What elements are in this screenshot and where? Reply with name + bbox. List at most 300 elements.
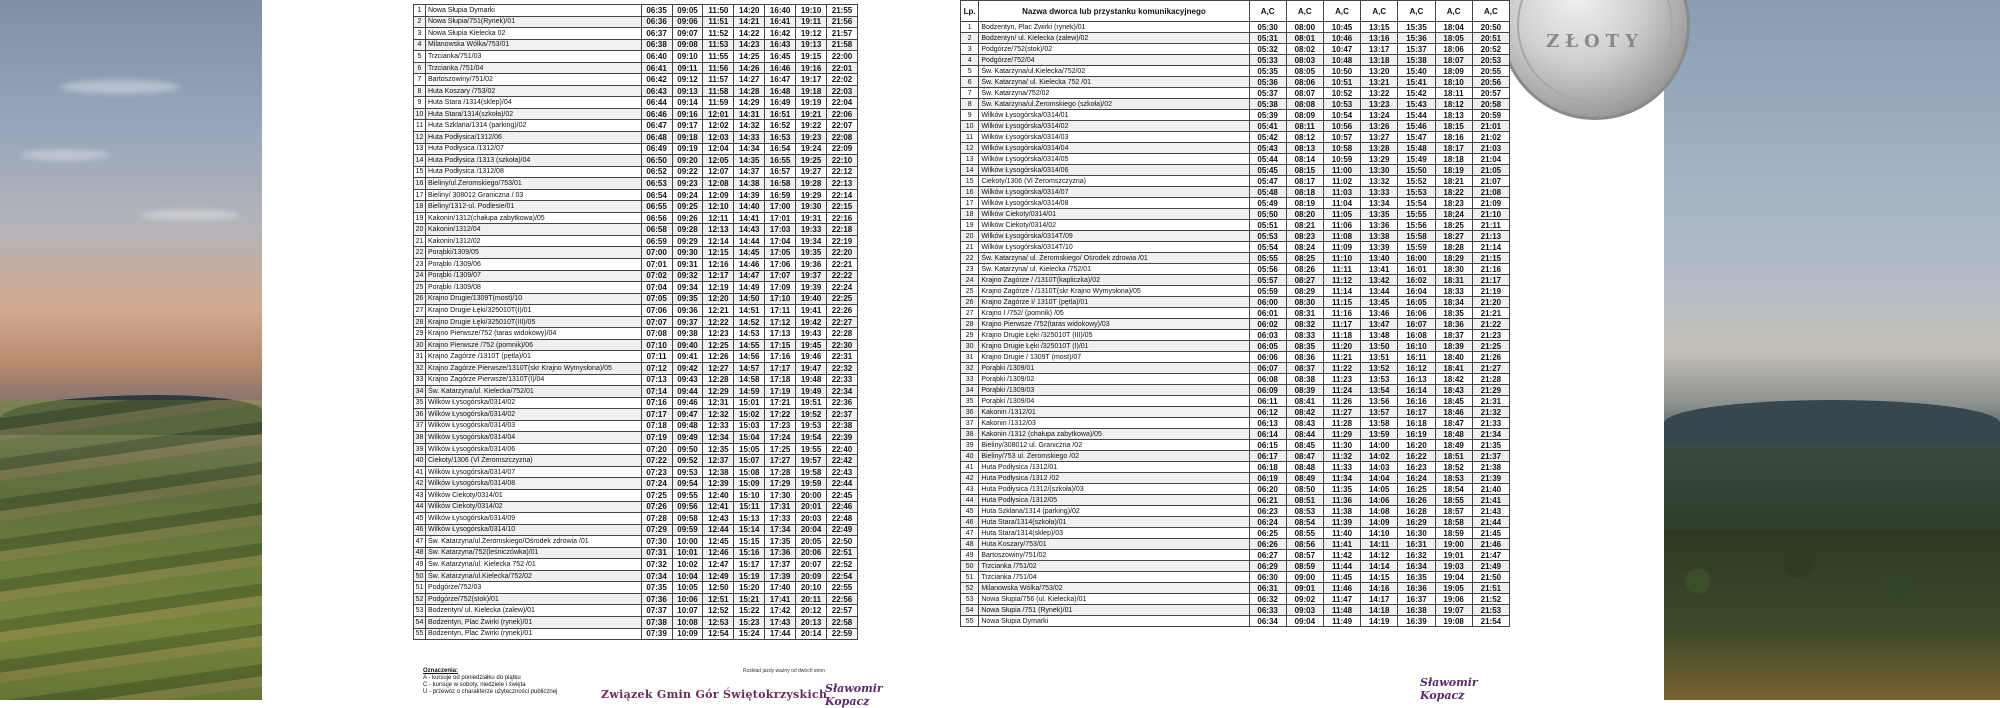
departure-time: 12:07 bbox=[703, 166, 734, 178]
stop-name: Św. Katarzyna/ul.Żeromskiego/Ośrodek zdrowia /01 bbox=[425, 536, 641, 548]
departure-time: 11:00 bbox=[1323, 165, 1360, 176]
departure-time: 12:31 bbox=[703, 397, 734, 409]
footnote: Rozkład jazdy ważny od dwóch stron bbox=[743, 668, 825, 674]
departure-time: 06:33 bbox=[1249, 605, 1286, 616]
row-number: 15 bbox=[961, 176, 979, 187]
departure-time: 22:27 bbox=[827, 316, 858, 328]
departure-time: 14:55 bbox=[734, 339, 765, 351]
table-row bbox=[961, 605, 1510, 616]
departure-time: 05:36 bbox=[1249, 77, 1286, 88]
departure-time: 08:17 bbox=[1286, 176, 1323, 187]
departure-time: 06:27 bbox=[1249, 550, 1286, 561]
departure-time: 12:39 bbox=[703, 478, 734, 490]
table-row bbox=[414, 628, 858, 640]
departure-time: 05:51 bbox=[1249, 220, 1286, 231]
departure-time: 16:47 bbox=[765, 74, 796, 86]
departure-time: 17:27 bbox=[765, 455, 796, 467]
row-number: 49 bbox=[961, 550, 979, 561]
departure-time: 15:50 bbox=[1398, 165, 1435, 176]
departure-time: 22:42 bbox=[827, 455, 858, 467]
table-row bbox=[961, 165, 1510, 176]
coin-text: ZŁOTY bbox=[1546, 31, 1644, 52]
departure-time: 06:44 bbox=[641, 97, 672, 109]
departure-time: 14:40 bbox=[734, 201, 765, 213]
table-row bbox=[961, 132, 1510, 143]
departure-time: 14:14 bbox=[1361, 561, 1398, 572]
departure-time: 17:05 bbox=[765, 247, 796, 259]
departure-time: 10:57 bbox=[1323, 132, 1360, 143]
departure-time: 10:07 bbox=[672, 605, 703, 617]
header-code: A,C bbox=[1472, 1, 1509, 22]
departure-time: 18:59 bbox=[1435, 528, 1472, 539]
stop-name: Wilków Łysogórska/0314/01 bbox=[979, 110, 1249, 121]
departure-time: 17:06 bbox=[765, 259, 796, 271]
departure-time: 06:06 bbox=[1249, 352, 1286, 363]
departure-time: 22:01 bbox=[827, 62, 858, 74]
stop-name: Nowa Słupia Dymarki bbox=[979, 616, 1249, 627]
table-row bbox=[414, 282, 858, 294]
departure-time: 08:54 bbox=[1286, 517, 1323, 528]
departure-time: 21:28 bbox=[1472, 374, 1509, 385]
departure-time: 21:10 bbox=[1472, 209, 1509, 220]
table-row bbox=[961, 506, 1510, 517]
table-row bbox=[961, 297, 1510, 308]
departure-time: 07:31 bbox=[641, 547, 672, 559]
departure-time: 19:13 bbox=[796, 39, 827, 51]
stop-name: Huta Podłysica /1313 (szkoła)/04 bbox=[425, 155, 641, 167]
row-number: 18 bbox=[961, 209, 979, 220]
departure-time: 05:55 bbox=[1249, 253, 1286, 264]
row-number: 31 bbox=[961, 352, 979, 363]
stop-name: Kakonin/1312(chałupa zabytkowa)/05 bbox=[425, 212, 641, 224]
departure-time: 11:35 bbox=[1323, 484, 1360, 495]
departure-time: 22:51 bbox=[827, 547, 858, 559]
departure-time: 12:29 bbox=[703, 386, 734, 398]
departure-time: 10:05 bbox=[672, 582, 703, 594]
departure-time: 18:23 bbox=[1435, 198, 1472, 209]
departure-time: 14:03 bbox=[1361, 462, 1398, 473]
table-row bbox=[961, 429, 1510, 440]
table-row bbox=[414, 155, 858, 167]
departure-time: 19:55 bbox=[796, 443, 827, 455]
departure-time: 20:05 bbox=[796, 536, 827, 548]
departure-time: 11:16 bbox=[1323, 308, 1360, 319]
departure-time: 16:36 bbox=[1398, 583, 1435, 594]
departure-time: 11:15 bbox=[1323, 297, 1360, 308]
departure-time: 12:26 bbox=[703, 351, 734, 363]
table-row bbox=[414, 97, 858, 109]
departure-time: 13:17 bbox=[1361, 44, 1398, 55]
departure-time: 18:55 bbox=[1435, 495, 1472, 506]
departure-time: 16:16 bbox=[1398, 396, 1435, 407]
departure-time: 19:01 bbox=[1435, 550, 1472, 561]
row-number: 44 bbox=[961, 495, 979, 506]
departure-time: 09:34 bbox=[672, 282, 703, 294]
row-number: 46 bbox=[414, 524, 426, 536]
departure-time: 06:50 bbox=[641, 155, 672, 167]
departure-time: 22:33 bbox=[827, 374, 858, 386]
departure-time: 15:14 bbox=[734, 524, 765, 536]
table-row bbox=[961, 44, 1510, 55]
departure-time: 10:59 bbox=[1323, 154, 1360, 165]
departure-time: 16:42 bbox=[765, 28, 796, 40]
departure-time: 09:26 bbox=[672, 212, 703, 224]
departure-time: 12:38 bbox=[703, 466, 734, 478]
departure-time: 18:39 bbox=[1435, 341, 1472, 352]
departure-time: 13:56 bbox=[1361, 396, 1398, 407]
departure-time: 12:33 bbox=[703, 420, 734, 432]
table-row bbox=[961, 495, 1510, 506]
departure-time: 06:49 bbox=[641, 143, 672, 155]
stop-name: Nowa Słupia/756 (ul. Kielecka)/01 bbox=[979, 594, 1249, 605]
stop-name: Kakonin /1312/01 bbox=[979, 407, 1249, 418]
departure-time: 22:37 bbox=[827, 409, 858, 421]
departure-time: 06:23 bbox=[1249, 506, 1286, 517]
departure-time: 15:59 bbox=[1398, 242, 1435, 253]
header-code: A,C bbox=[1361, 1, 1398, 22]
stop-name: Porąbki /1309/08 bbox=[425, 282, 641, 294]
departure-time: 21:46 bbox=[1472, 539, 1509, 550]
header-code: A,C bbox=[1398, 1, 1435, 22]
row-number: 30 bbox=[414, 339, 426, 351]
departure-time: 08:05 bbox=[1286, 66, 1323, 77]
stop-name: Huta Podłysica /1312/05 bbox=[979, 495, 1249, 506]
legend-title: Oznaczenia: bbox=[423, 668, 459, 674]
stop-name: Nowa Słupia/751(Rynek)/01 bbox=[425, 16, 641, 28]
departure-time: 11:50 bbox=[703, 5, 734, 17]
departure-time: 10:04 bbox=[672, 570, 703, 582]
stop-name: Porąbki/1309/05 bbox=[425, 247, 641, 259]
departure-time: 12:14 bbox=[703, 235, 734, 247]
stop-name: Krajno Drugie Łęki /325010T (III)/05 bbox=[979, 330, 1249, 341]
table-row bbox=[961, 187, 1510, 198]
departure-time: 15:22 bbox=[734, 605, 765, 617]
departure-time: 08:33 bbox=[1286, 330, 1323, 341]
departure-time: 18:04 bbox=[1435, 22, 1472, 33]
departure-time: 11:52 bbox=[703, 28, 734, 40]
departure-time: 13:50 bbox=[1361, 341, 1398, 352]
departure-time: 22:57 bbox=[827, 605, 858, 617]
departure-time: 15:42 bbox=[1398, 88, 1435, 99]
departure-time: 07:34 bbox=[641, 570, 672, 582]
stop-name: Wilków Łysogórska/0314/08 bbox=[425, 478, 641, 490]
row-number: 44 bbox=[414, 501, 426, 513]
departure-time: 12:28 bbox=[703, 374, 734, 386]
stop-name: Św. Katarzyna/ ul. Kielecka /752/01 bbox=[979, 264, 1249, 275]
stop-name: Trzcianka /751/04 bbox=[425, 62, 641, 74]
departure-time: 13:22 bbox=[1361, 88, 1398, 99]
departure-time: 14:18 bbox=[1361, 605, 1398, 616]
departure-time: 11:10 bbox=[1323, 253, 1360, 264]
row-number: 2 bbox=[414, 16, 426, 28]
departure-time: 10:09 bbox=[672, 628, 703, 640]
departure-time: 16:38 bbox=[1398, 605, 1435, 616]
departure-time: 14:27 bbox=[734, 74, 765, 86]
table-row bbox=[961, 539, 1510, 550]
table-row bbox=[414, 5, 858, 17]
departure-time: 13:42 bbox=[1361, 275, 1398, 286]
departure-time: 14:10 bbox=[1361, 528, 1398, 539]
departure-time: 15:58 bbox=[1398, 231, 1435, 242]
departure-time: 08:18 bbox=[1286, 187, 1323, 198]
departure-time: 14:11 bbox=[1361, 539, 1398, 550]
departure-time: 12:47 bbox=[703, 559, 734, 571]
departure-time: 20:52 bbox=[1472, 44, 1509, 55]
row-number: 27 bbox=[414, 305, 426, 317]
row-number: 29 bbox=[961, 330, 979, 341]
departure-time: 08:12 bbox=[1286, 132, 1323, 143]
departure-time: 21:34 bbox=[1472, 429, 1509, 440]
departure-time: 14:15 bbox=[1361, 572, 1398, 583]
table-row bbox=[414, 478, 858, 490]
departure-time: 19:21 bbox=[796, 108, 827, 120]
departure-time: 08:42 bbox=[1286, 407, 1323, 418]
departure-time: 16:10 bbox=[1398, 341, 1435, 352]
departure-time: 07:29 bbox=[641, 524, 672, 536]
timetable-right bbox=[960, 0, 1510, 627]
stop-name: Bartoszowiny/751/02 bbox=[425, 74, 641, 86]
departure-time: 21:53 bbox=[1472, 605, 1509, 616]
departure-time: 12:41 bbox=[703, 501, 734, 513]
departure-time: 22:19 bbox=[827, 235, 858, 247]
departure-time: 09:05 bbox=[672, 5, 703, 17]
departure-time: 06:36 bbox=[641, 16, 672, 28]
departure-time: 21:38 bbox=[1472, 462, 1509, 473]
departure-time: 08:24 bbox=[1286, 242, 1323, 253]
stop-name: Krajno Drugie / 1309T (most)/07 bbox=[979, 352, 1249, 363]
departure-time: 16:43 bbox=[765, 39, 796, 51]
stop-name: Bieliny/1312-ul. Podlesie/01 bbox=[425, 201, 641, 213]
departure-time: 06:07 bbox=[1249, 363, 1286, 374]
departure-time: 22:50 bbox=[827, 536, 858, 548]
departure-time: 09:36 bbox=[672, 305, 703, 317]
header-code: A,C bbox=[1286, 1, 1323, 22]
departure-time: 11:27 bbox=[1323, 407, 1360, 418]
departure-time: 08:48 bbox=[1286, 462, 1323, 473]
row-number: 48 bbox=[414, 547, 426, 559]
row-number: 50 bbox=[961, 561, 979, 572]
departure-time: 12:23 bbox=[703, 328, 734, 340]
departure-time: 15:40 bbox=[1398, 66, 1435, 77]
departure-time: 07:22 bbox=[641, 455, 672, 467]
departure-time: 15:35 bbox=[1398, 22, 1435, 33]
departure-time: 07:06 bbox=[641, 305, 672, 317]
table-row bbox=[961, 88, 1510, 99]
table-row bbox=[961, 319, 1510, 330]
row-number: 28 bbox=[414, 316, 426, 328]
departure-time: 09:19 bbox=[672, 143, 703, 155]
departure-time: 09:29 bbox=[672, 235, 703, 247]
departure-time: 20:57 bbox=[1472, 88, 1509, 99]
table-row bbox=[961, 385, 1510, 396]
departure-time: 11:21 bbox=[1323, 352, 1360, 363]
stop-name: Porąbki /1309/03 bbox=[979, 385, 1249, 396]
departure-time: 11:29 bbox=[1323, 429, 1360, 440]
departure-time: 09:47 bbox=[672, 409, 703, 421]
departure-time: 14:26 bbox=[734, 62, 765, 74]
stop-name: Huta Stara /1314(sklep)/04 bbox=[425, 97, 641, 109]
stop-name: Św. Katarzyna/ul.Żeromskiego (szkoła)/02 bbox=[979, 99, 1249, 110]
departure-time: 11:59 bbox=[703, 97, 734, 109]
departure-time: 06:40 bbox=[641, 51, 672, 63]
departure-time: 06:42 bbox=[641, 74, 672, 86]
departure-time: 16:48 bbox=[765, 85, 796, 97]
departure-time: 19:49 bbox=[796, 386, 827, 398]
departure-time: 16:46 bbox=[765, 62, 796, 74]
row-number: 5 bbox=[414, 51, 426, 63]
departure-time: 06:26 bbox=[1249, 539, 1286, 550]
departure-time: 21:08 bbox=[1472, 187, 1509, 198]
stop-name: Huta Stara/1314(sklep)/03 bbox=[979, 528, 1249, 539]
departure-time: 14:28 bbox=[734, 85, 765, 97]
stop-name: Krajno Drugie Łęki/325010T(III)/05 bbox=[425, 316, 641, 328]
row-number: 13 bbox=[414, 143, 426, 155]
departure-time: 19:19 bbox=[796, 97, 827, 109]
departure-time: 18:28 bbox=[1435, 242, 1472, 253]
landscape-photo-right bbox=[1664, 0, 2000, 700]
departure-time: 19:25 bbox=[796, 155, 827, 167]
departure-time: 21:02 bbox=[1472, 132, 1509, 143]
header-code: A,C bbox=[1323, 1, 1360, 22]
departure-time: 16:29 bbox=[1398, 517, 1435, 528]
departure-time: 18:19 bbox=[1435, 165, 1472, 176]
departure-time: 14:57 bbox=[734, 362, 765, 374]
departure-time: 18:30 bbox=[1435, 264, 1472, 275]
departure-time: 22:24 bbox=[827, 282, 858, 294]
departure-time: 20:59 bbox=[1472, 110, 1509, 121]
departure-time: 19:54 bbox=[796, 432, 827, 444]
row-number: 5 bbox=[961, 66, 979, 77]
table-row bbox=[414, 432, 858, 444]
departure-time: 09:23 bbox=[672, 178, 703, 190]
table-row bbox=[961, 616, 1510, 627]
stop-name: Huta Szklana/1314 (parking)/02 bbox=[979, 506, 1249, 517]
departure-time: 13:24 bbox=[1361, 110, 1398, 121]
departure-time: 22:49 bbox=[827, 524, 858, 536]
row-number: 34 bbox=[961, 385, 979, 396]
departure-time: 21:33 bbox=[1472, 418, 1509, 429]
stop-name: Huta Stara/1314(szkoła)/02 bbox=[425, 108, 641, 120]
departure-time: 21:56 bbox=[827, 16, 858, 28]
departure-time: 12:34 bbox=[703, 432, 734, 444]
departure-time: 21:27 bbox=[1472, 363, 1509, 374]
table-row bbox=[414, 328, 858, 340]
departure-time: 22:18 bbox=[827, 224, 858, 236]
departure-time: 16:12 bbox=[1398, 363, 1435, 374]
departure-time: 22:34 bbox=[827, 386, 858, 398]
departure-time: 13:44 bbox=[1361, 286, 1398, 297]
departure-time: 12:40 bbox=[703, 489, 734, 501]
departure-time: 19:10 bbox=[796, 5, 827, 17]
departure-time: 07:01 bbox=[641, 259, 672, 271]
departure-time: 16:04 bbox=[1398, 286, 1435, 297]
table-row bbox=[961, 198, 1510, 209]
row-number: 55 bbox=[414, 628, 426, 640]
stop-name: Wilków Ciekoty/0314/01 bbox=[425, 489, 641, 501]
departure-time: 06:18 bbox=[1249, 462, 1286, 473]
departure-time: 21:22 bbox=[1472, 319, 1509, 330]
departure-time: 12:04 bbox=[703, 143, 734, 155]
departure-time: 07:25 bbox=[641, 489, 672, 501]
departure-time: 17:25 bbox=[765, 443, 796, 455]
departure-time: 09:42 bbox=[672, 362, 703, 374]
table-row bbox=[414, 536, 858, 548]
stop-name: Św. Katarzyna/ul. Kielecka 752 /01 bbox=[425, 559, 641, 571]
departure-time: 15:55 bbox=[1398, 209, 1435, 220]
table-row bbox=[961, 55, 1510, 66]
table-row bbox=[414, 201, 858, 213]
table-row bbox=[414, 616, 858, 628]
departure-time: 18:48 bbox=[1435, 429, 1472, 440]
row-number: 7 bbox=[414, 74, 426, 86]
departure-time: 22:16 bbox=[827, 212, 858, 224]
departure-time: 16:59 bbox=[765, 189, 796, 201]
departure-time: 06:11 bbox=[1249, 396, 1286, 407]
table-row bbox=[961, 231, 1510, 242]
stop-name: Milanowska Wólka/753/01 bbox=[425, 39, 641, 51]
departure-time: 16:53 bbox=[765, 132, 796, 144]
departure-time: 12:37 bbox=[703, 455, 734, 467]
table-row bbox=[414, 293, 858, 305]
row-number: 1 bbox=[961, 22, 979, 33]
row-number: 16 bbox=[961, 187, 979, 198]
departure-time: 07:39 bbox=[641, 628, 672, 640]
stop-name: Św. Katarzyna/ul. Kielecka/752/01 bbox=[425, 386, 641, 398]
departure-time: 16:28 bbox=[1398, 506, 1435, 517]
departure-time: 18:41 bbox=[1435, 363, 1472, 374]
departure-time: 22:38 bbox=[827, 420, 858, 432]
departure-time: 21:09 bbox=[1472, 198, 1509, 209]
departure-time: 14:17 bbox=[1361, 594, 1398, 605]
row-number: 10 bbox=[961, 121, 979, 132]
departure-time: 19:05 bbox=[1435, 583, 1472, 594]
departure-time: 16:11 bbox=[1398, 352, 1435, 363]
timetable-right-panel bbox=[960, 0, 1510, 700]
row-number: 43 bbox=[961, 484, 979, 495]
departure-time: 17:43 bbox=[765, 616, 796, 628]
departure-time: 09:17 bbox=[672, 120, 703, 132]
stop-name: Porąbki /1309/01 bbox=[979, 363, 1249, 374]
row-number: 48 bbox=[961, 539, 979, 550]
stop-name: Trzcianka /751/04 bbox=[979, 572, 1249, 583]
departure-time: 17:36 bbox=[765, 547, 796, 559]
row-number: 35 bbox=[961, 396, 979, 407]
departure-time: 15:46 bbox=[1398, 121, 1435, 132]
table-row bbox=[961, 33, 1510, 44]
table-row bbox=[414, 85, 858, 97]
departure-time: 06:25 bbox=[1249, 528, 1286, 539]
stop-name: Wilków Łysogórska/0314/09 bbox=[425, 513, 641, 525]
departure-time: 09:04 bbox=[1286, 616, 1323, 627]
table-row bbox=[961, 275, 1510, 286]
departure-time: 21:07 bbox=[1472, 176, 1509, 187]
stop-name: Św. Katarzyna/ ul. Kielecka 752 /01 bbox=[979, 77, 1249, 88]
departure-time: 08:19 bbox=[1286, 198, 1323, 209]
departure-time: 19:30 bbox=[796, 201, 827, 213]
departure-time: 17:19 bbox=[765, 386, 796, 398]
departure-time: 07:19 bbox=[641, 432, 672, 444]
departure-time: 11:24 bbox=[1323, 385, 1360, 396]
stop-name: Bieliny/308012 ul. Graniczna /02 bbox=[979, 440, 1249, 451]
row-number: 42 bbox=[961, 473, 979, 484]
departure-time: 06:55 bbox=[641, 201, 672, 213]
departure-time: 14:41 bbox=[734, 212, 765, 224]
departure-time: 22:07 bbox=[827, 120, 858, 132]
departure-time: 22:43 bbox=[827, 466, 858, 478]
stop-name: Trzcianka/751/03 bbox=[425, 51, 641, 63]
departure-time: 11:28 bbox=[1323, 418, 1360, 429]
departure-time: 17:09 bbox=[765, 282, 796, 294]
